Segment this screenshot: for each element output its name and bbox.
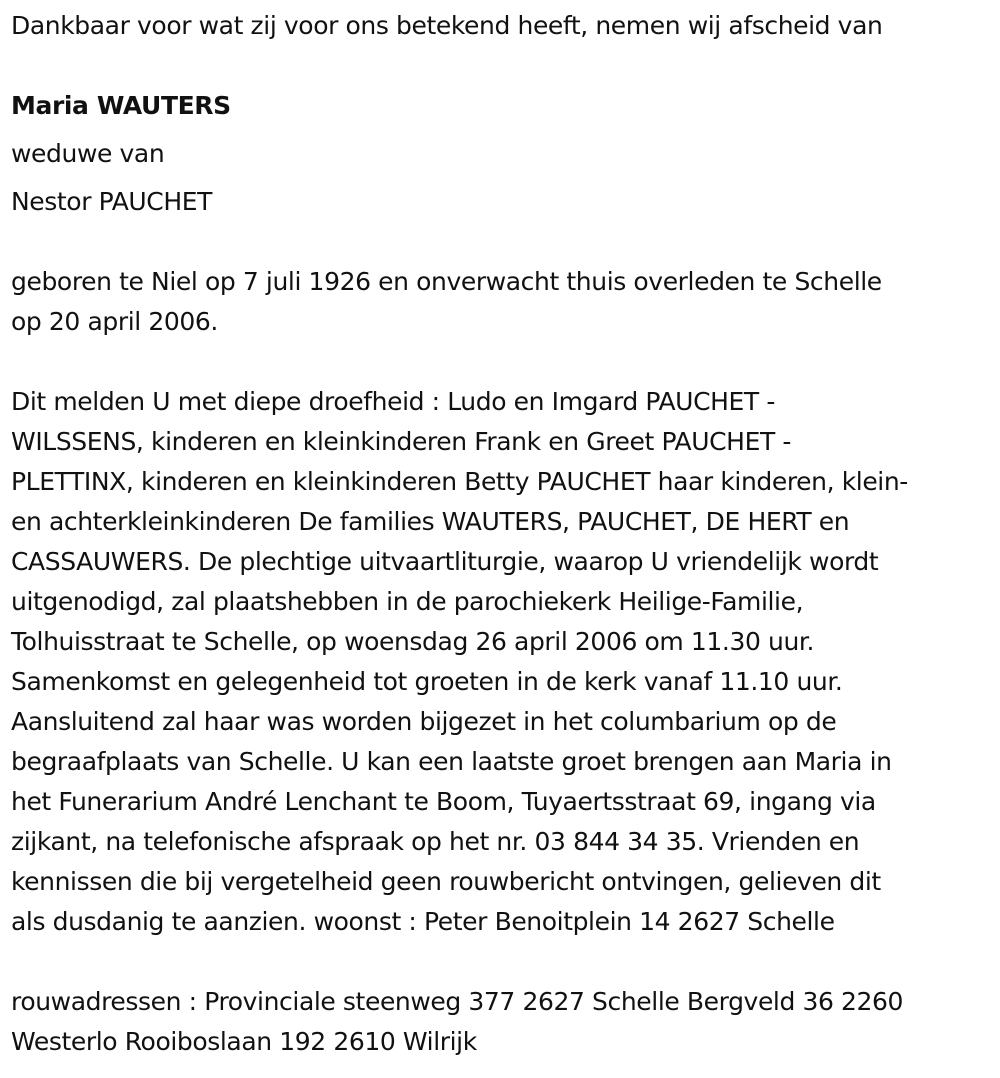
announcement-line: Dit melden U met diepe droefheid : Ludo en Imgard PAUCHET - [11,387,775,416]
announcement-line: het Funerarium André Lenchant te Boom, Tuyaertsstraat 69, ingang via [11,787,876,816]
announcement-line: Samenkomst en gelegenheid tot groeten in de kerk vanaf 11.10 uur. [11,667,843,696]
announcement-line: Tolhuisstraat te Schelle, op woensdag 26 april 2006 om 11.30 uur. [11,627,815,656]
announcement-line: WILSSENS, kinderen en kleinkinderen Frank en Greet PAUCHET - [11,427,792,456]
announcement-line: CASSAUWERS. De plechtige uitvaartliturgie, waarop U vriendelijk wordt [11,547,879,576]
birth-death-line: op 20 april 2006. [11,307,218,336]
spouse-name: Nestor PAUCHET [11,187,213,216]
relation-text: weduwe van [11,139,165,168]
announcement-line: als dusdanig te aanzien. woonst : Peter Benoitplein 14 2627 Schelle [11,907,835,936]
addresses-line: rouwadressen : Provinciale steenweg 377 2627 Schelle Bergveld 36 2260 [11,987,904,1016]
addresses-line: Westerlo Rooiboslaan 192 2610 Wilrijk [11,1027,477,1056]
intro-text: Dankbaar voor wat zij voor ons betekend heeft, nemen wij afscheid van [11,11,883,40]
announcement-line: kennissen die bij vergetelheid geen rouwbericht ontvingen, gelieven dit [11,867,881,896]
birth-death-line: geboren te Niel op 7 juli 1926 en onverwacht thuis overleden te Schelle [11,267,882,296]
announcement-line: en achterkleinkinderen De families WAUTERS, PAUCHET, DE HERT en [11,507,850,536]
deceased-name: Maria WAUTERS [11,91,231,120]
announcement-line: uitgenodigd, zal plaatshebben in de parochiekerk Heilige-Familie, [11,587,804,616]
announcement-line: begraafplaats van Schelle. U kan een laatste groet brengen aan Maria in [11,747,892,776]
announcement-line: zijkant, na telefonische afspraak op het nr. 03 844 34 35. Vrienden en [11,827,860,856]
announcement-line: Aansluitend zal haar was worden bijgezet in het columbarium op de [11,707,837,736]
announcement-line: PLETTINX, kinderen en kleinkinderen Betty PAUCHET haar kinderen, klein- [11,467,908,496]
